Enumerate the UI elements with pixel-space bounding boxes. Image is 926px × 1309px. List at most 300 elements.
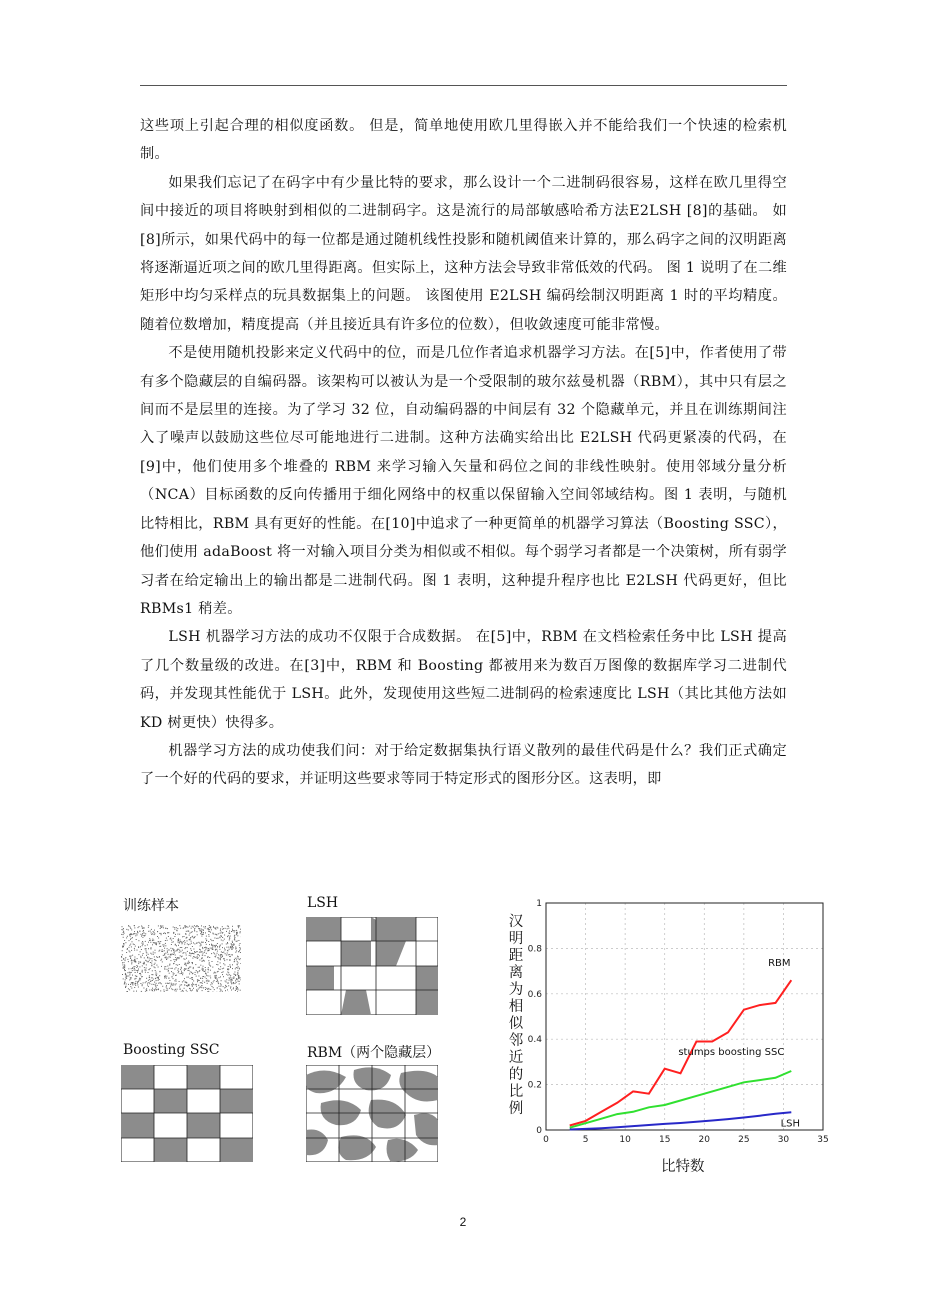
sample-point <box>141 943 142 944</box>
sample-point <box>176 945 177 946</box>
chart-ticks <box>528 899 829 1143</box>
sample-point <box>192 931 193 932</box>
sample-point <box>166 985 167 986</box>
sample-point <box>130 939 131 940</box>
sample-point <box>124 970 125 971</box>
sample-point <box>235 980 236 981</box>
sample-point <box>148 980 149 981</box>
sample-point <box>161 983 162 984</box>
sample-point <box>174 936 175 937</box>
sample-point <box>182 990 183 991</box>
sample-point <box>165 966 166 967</box>
sample-point <box>190 971 191 972</box>
sample-point <box>142 945 143 946</box>
sample-point <box>191 984 192 985</box>
sample-point <box>188 962 189 963</box>
sample-point <box>134 925 135 926</box>
sample-point <box>132 941 133 942</box>
series-label: stumps boosting SSC <box>678 1046 785 1058</box>
sample-point <box>178 949 179 950</box>
sample-point <box>168 970 169 971</box>
sample-point <box>200 987 201 988</box>
sample-point <box>155 988 156 989</box>
sample-point <box>174 952 175 953</box>
sample-point <box>176 960 177 961</box>
sample-point <box>148 925 149 926</box>
sample-point <box>210 984 211 985</box>
sample-point <box>193 927 194 928</box>
sample-point <box>171 985 172 986</box>
sample-point <box>219 949 220 950</box>
sample-point <box>237 961 238 962</box>
sample-point <box>146 951 147 952</box>
sample-point <box>141 926 142 927</box>
sample-point <box>142 970 143 971</box>
sample-point <box>177 989 178 990</box>
sample-point <box>187 947 188 948</box>
sample-point <box>124 969 125 970</box>
sample-point <box>202 934 203 935</box>
sample-point <box>133 982 134 983</box>
sample-point <box>208 929 209 930</box>
sample-point <box>228 966 229 967</box>
sample-point <box>209 964 210 965</box>
train-samples-title: 训练样本 <box>123 898 179 914</box>
sample-point <box>137 984 138 985</box>
sample-point <box>213 927 214 928</box>
sample-point <box>218 982 219 983</box>
sample-point <box>188 930 189 931</box>
sample-point <box>164 953 165 954</box>
sample-point <box>205 973 206 974</box>
sample-point <box>138 954 139 955</box>
sample-point <box>184 985 185 986</box>
sample-point <box>131 983 132 984</box>
sample-point <box>217 951 218 952</box>
sample-point <box>203 987 204 988</box>
sample-point <box>203 934 204 935</box>
sample-point <box>130 958 131 959</box>
sample-point <box>229 933 230 934</box>
sample-point <box>151 948 152 949</box>
sample-point <box>198 976 199 977</box>
sample-point <box>191 950 192 951</box>
sample-point <box>231 948 232 949</box>
sample-point <box>236 932 237 933</box>
sample-point <box>204 982 205 983</box>
sample-point <box>179 943 180 944</box>
sample-point <box>177 950 178 951</box>
sample-point <box>151 984 152 985</box>
sample-point <box>234 935 235 936</box>
sample-point <box>211 929 212 930</box>
sample-point <box>233 943 234 944</box>
sample-point <box>167 932 168 933</box>
sample-point <box>211 953 212 954</box>
sample-point <box>229 956 230 957</box>
lsh-partition-image <box>306 917 438 1015</box>
sample-point <box>142 941 143 942</box>
sample-point <box>131 988 132 989</box>
sample-point <box>227 989 228 990</box>
sample-point <box>227 959 228 960</box>
sample-point <box>160 927 161 928</box>
sample-point <box>175 979 176 980</box>
sample-point <box>186 990 187 991</box>
sample-point <box>171 983 172 984</box>
sample-point <box>146 952 147 953</box>
sample-point <box>124 964 125 965</box>
sample-point <box>171 950 172 951</box>
sample-point <box>129 947 130 948</box>
sample-point <box>142 972 143 973</box>
sample-point <box>208 988 209 989</box>
sample-point <box>135 985 136 986</box>
sample-point <box>152 977 153 978</box>
sample-point <box>193 968 194 969</box>
sample-point <box>158 967 159 968</box>
sample-point <box>236 986 237 987</box>
sample-point <box>146 981 147 982</box>
sample-point <box>185 926 186 927</box>
sample-point <box>129 940 130 941</box>
sample-point <box>145 948 146 949</box>
sample-point <box>233 977 234 978</box>
sample-point <box>187 963 188 964</box>
sample-point <box>208 991 209 992</box>
sample-point <box>191 943 192 944</box>
sample-point <box>224 939 225 940</box>
sample-point <box>206 944 207 945</box>
sample-point <box>191 941 192 942</box>
sample-point <box>132 982 133 983</box>
sample-point <box>198 985 199 986</box>
sample-point <box>220 959 221 960</box>
sample-point <box>240 929 241 930</box>
sample-point <box>134 968 135 969</box>
sample-point <box>191 953 192 954</box>
sample-point <box>200 952 201 953</box>
sample-point <box>203 966 204 967</box>
sample-point <box>155 952 156 953</box>
sample-point <box>223 986 224 987</box>
sample-point <box>134 927 135 928</box>
sample-point <box>184 969 185 970</box>
sample-point <box>204 961 205 962</box>
sample-point <box>215 977 216 978</box>
sample-point <box>216 976 217 977</box>
sample-point <box>208 934 209 935</box>
sample-point <box>142 937 143 938</box>
sample-point <box>233 974 234 975</box>
sample-point <box>228 928 229 929</box>
sample-point <box>182 950 183 951</box>
sample-point <box>153 952 154 953</box>
sample-point <box>174 980 175 981</box>
sample-point <box>169 950 170 951</box>
sample-point <box>185 948 186 949</box>
sample-point <box>193 949 194 950</box>
sample-point <box>149 979 150 980</box>
sample-point <box>173 978 174 979</box>
sample-point <box>142 944 143 945</box>
sample-point <box>229 939 230 940</box>
sample-point <box>126 952 127 953</box>
sample-point <box>167 940 168 941</box>
sample-point <box>194 929 195 930</box>
boosting-region <box>220 1089 253 1113</box>
sample-point <box>180 928 181 929</box>
sample-point <box>138 987 139 988</box>
sample-point <box>240 952 241 953</box>
sample-point <box>146 970 147 971</box>
sample-point <box>187 951 188 952</box>
sample-point <box>201 958 202 959</box>
sample-point <box>210 927 211 928</box>
y-tick-label: 0.8 <box>527 944 542 955</box>
sample-point <box>126 929 127 930</box>
sample-point <box>218 933 219 934</box>
sample-point <box>190 944 191 945</box>
sample-point <box>224 948 225 949</box>
sample-point <box>136 991 137 992</box>
sample-point <box>209 927 210 928</box>
sample-point <box>172 985 173 986</box>
sample-point <box>239 981 240 982</box>
sample-point <box>241 948 242 949</box>
sample-point <box>221 951 222 952</box>
sample-point <box>174 929 175 930</box>
sample-point <box>126 984 127 985</box>
sample-point <box>184 978 185 979</box>
x-tick-label: 10 <box>619 1135 631 1143</box>
sample-point <box>130 944 131 945</box>
sample-point <box>124 983 125 984</box>
sample-point <box>178 968 179 969</box>
sample-point <box>164 932 165 933</box>
sample-point <box>135 972 136 973</box>
sample-point <box>212 967 213 968</box>
sample-point <box>156 975 157 976</box>
sample-point <box>177 928 178 929</box>
sample-point <box>162 951 163 952</box>
sample-point <box>197 979 198 980</box>
sample-point <box>146 968 147 969</box>
sample-point <box>143 953 144 954</box>
sample-point <box>175 955 176 956</box>
sample-point <box>139 973 140 974</box>
sample-point <box>203 960 204 961</box>
sample-point <box>124 943 125 944</box>
sample-point <box>237 941 238 942</box>
sample-point <box>133 933 134 934</box>
sample-point <box>189 933 190 934</box>
sample-point <box>220 983 221 984</box>
sample-point <box>173 927 174 928</box>
sample-point <box>164 948 165 949</box>
sample-point <box>128 984 129 985</box>
sample-point <box>163 927 164 928</box>
sample-point <box>185 982 186 983</box>
sample-point <box>221 940 222 941</box>
sample-point <box>182 973 183 974</box>
sample-point <box>160 990 161 991</box>
sample-point <box>205 955 206 956</box>
sample-point <box>193 980 194 981</box>
sample-point <box>139 978 140 979</box>
sample-point <box>129 926 130 927</box>
sample-point <box>231 980 232 981</box>
sample-point <box>176 927 177 928</box>
sample-point <box>210 966 211 967</box>
sample-point <box>195 936 196 937</box>
sample-point <box>215 956 216 957</box>
sample-point <box>190 967 191 968</box>
sample-point <box>220 991 221 992</box>
sample-point <box>227 928 228 929</box>
sample-point <box>154 932 155 933</box>
sample-point <box>227 953 228 954</box>
sample-point <box>164 950 165 951</box>
sample-point <box>216 934 217 935</box>
sample-point <box>124 966 125 967</box>
sample-point <box>206 936 207 937</box>
sample-point <box>200 945 201 946</box>
plot-frame <box>546 903 823 1130</box>
sample-point <box>128 968 129 969</box>
sample-point <box>219 947 220 948</box>
sample-point <box>221 980 222 981</box>
sample-point <box>200 944 201 945</box>
sample-point <box>220 962 221 963</box>
sample-point <box>155 984 156 985</box>
sample-point <box>208 931 209 932</box>
sample-point <box>172 954 173 955</box>
sample-point <box>217 946 218 947</box>
sample-point <box>199 987 200 988</box>
sample-point <box>167 966 168 967</box>
sample-point <box>226 944 227 945</box>
sample-point <box>152 990 153 991</box>
sample-point <box>236 941 237 942</box>
sample-point <box>149 940 150 941</box>
sample-point <box>228 969 229 970</box>
sample-point <box>201 925 202 926</box>
sample-point <box>193 937 194 938</box>
sample-point <box>136 939 137 940</box>
sample-point <box>230 946 231 947</box>
sample-point <box>229 964 230 965</box>
sample-point <box>182 956 183 957</box>
series-line-lsh <box>570 1112 792 1129</box>
sample-point <box>228 954 229 955</box>
sample-point <box>150 962 151 963</box>
sample-point <box>236 959 237 960</box>
sample-point <box>141 936 142 937</box>
sample-point <box>146 978 147 979</box>
sample-point <box>184 944 185 945</box>
sample-point <box>209 962 210 963</box>
sample-point <box>177 965 178 966</box>
sample-point <box>148 942 149 943</box>
sample-point <box>196 976 197 977</box>
sample-point <box>125 960 126 961</box>
sample-point <box>189 970 190 971</box>
sample-point <box>233 945 234 946</box>
sample-point <box>205 949 206 950</box>
sample-point <box>194 943 195 944</box>
sample-point <box>131 929 132 930</box>
sample-point <box>197 971 198 972</box>
sample-point <box>129 950 130 951</box>
sample-point <box>205 942 206 943</box>
sample-point <box>189 926 190 927</box>
sample-point <box>215 945 216 946</box>
sample-point <box>159 933 160 934</box>
sample-point <box>181 984 182 985</box>
sample-point <box>220 956 221 957</box>
sample-point <box>210 939 211 940</box>
sample-point <box>123 968 124 969</box>
sample-point <box>148 931 149 932</box>
sample-point <box>207 980 208 981</box>
sample-point <box>178 938 179 939</box>
sample-point <box>239 945 240 946</box>
sample-point <box>182 974 183 975</box>
sample-point <box>173 933 174 934</box>
sample-point <box>125 987 126 988</box>
sample-point <box>197 956 198 957</box>
sample-point <box>208 967 209 968</box>
sample-point <box>146 950 147 951</box>
sample-point <box>133 944 134 945</box>
x-tick-label: 5 <box>582 1135 589 1143</box>
lsh-region <box>341 990 371 1015</box>
sample-point <box>201 929 202 930</box>
sample-point <box>151 958 152 959</box>
sample-point <box>140 973 141 974</box>
y-tick-label: 0 <box>536 1126 542 1136</box>
sample-point <box>152 933 153 934</box>
sample-point <box>217 928 218 929</box>
sample-point <box>135 935 136 936</box>
sample-point <box>136 970 137 971</box>
sample-point <box>217 964 218 965</box>
sample-point <box>226 955 227 956</box>
sample-point <box>237 973 238 974</box>
sample-point <box>173 974 174 975</box>
sample-point <box>192 973 193 974</box>
sample-point <box>145 982 146 983</box>
sample-point <box>227 972 228 973</box>
sample-point <box>153 931 154 932</box>
sample-point <box>189 973 190 974</box>
sample-point <box>219 977 220 978</box>
sample-point <box>131 968 132 969</box>
sample-point <box>213 987 214 988</box>
sample-point <box>140 934 141 935</box>
sample-point <box>222 926 223 927</box>
sample-point <box>155 943 156 944</box>
sample-point <box>224 959 225 960</box>
sample-point <box>136 933 137 934</box>
sample-point <box>143 931 144 932</box>
sample-point <box>216 938 217 939</box>
sample-point <box>208 956 209 957</box>
sample-point <box>192 958 193 959</box>
sample-point <box>203 969 204 970</box>
sample-point <box>186 977 187 978</box>
